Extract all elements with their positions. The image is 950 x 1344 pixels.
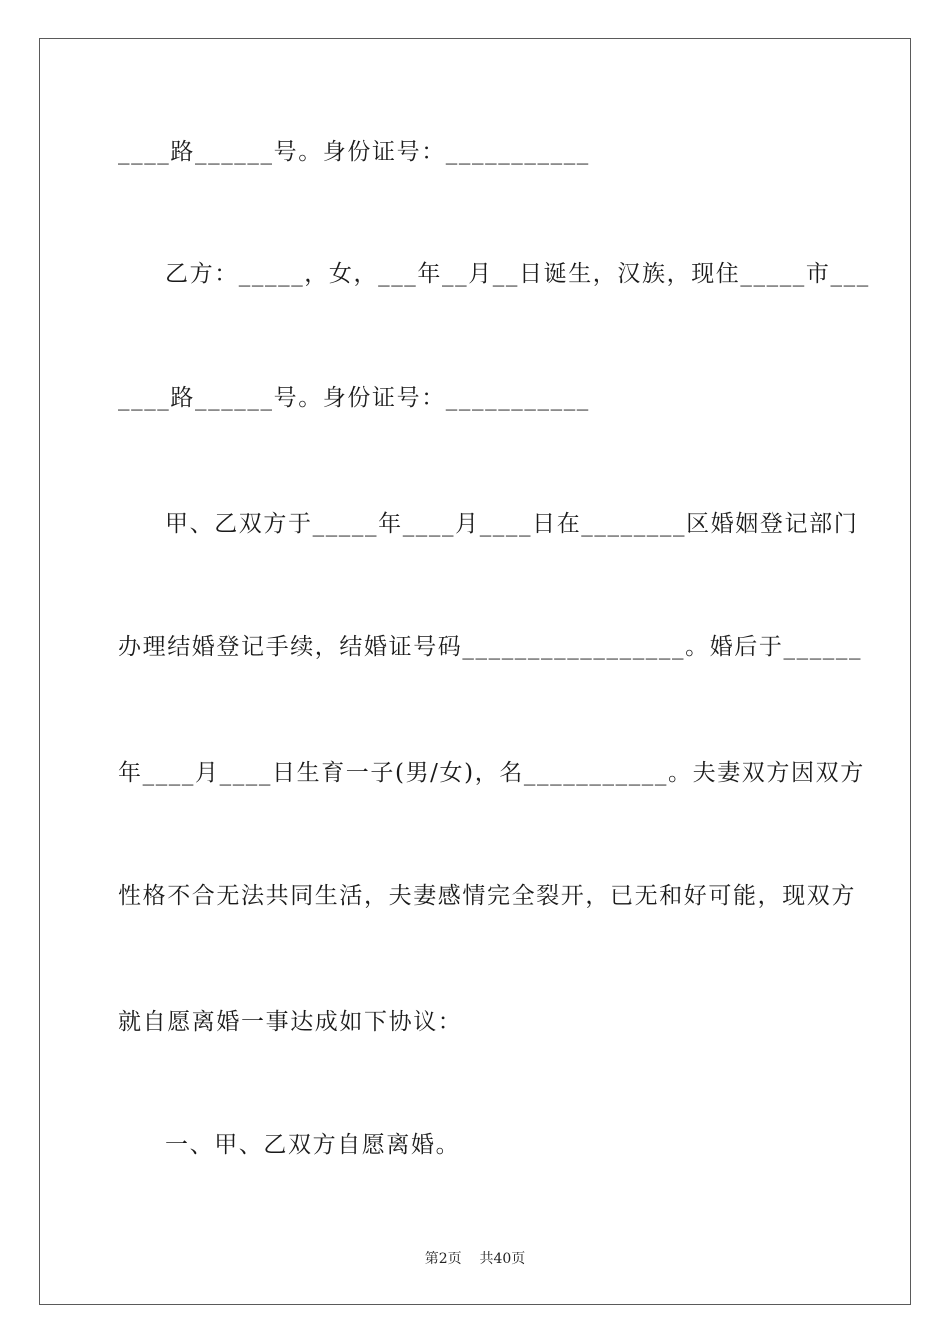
text-line-8: 就自愿离婚一事达成如下协议： — [118, 1009, 463, 1035]
text-line-5: 办理结婚登记手续，结婚证号码_________________。婚后于______ — [118, 634, 863, 660]
page-number-footer: 第2页 共40页 — [424, 1251, 526, 1267]
text-line-7: 性格不合无法共同生活，夫妻感情完全裂开，已无和好可能，现双方 — [118, 883, 856, 909]
text-line-6: 年____月____日生育一子(男/女)，名___________。夫妻双方因双方 — [118, 760, 865, 786]
text-line-4: 甲、乙双方于_____年____月____日在________区婚姻登记部门 — [165, 511, 859, 537]
text-line-3: ____路______号。身份证号：___________ — [118, 385, 590, 411]
text-line-2: 乙方：_____，女，___年__月__日诞生，汉族，现住_____市___ — [165, 261, 870, 287]
text-line-9: 一、甲、乙双方自愿离婚。 — [165, 1132, 461, 1158]
text-line-1: ____路______号。身份证号：___________ — [118, 139, 590, 165]
page-frame — [39, 38, 911, 1305]
